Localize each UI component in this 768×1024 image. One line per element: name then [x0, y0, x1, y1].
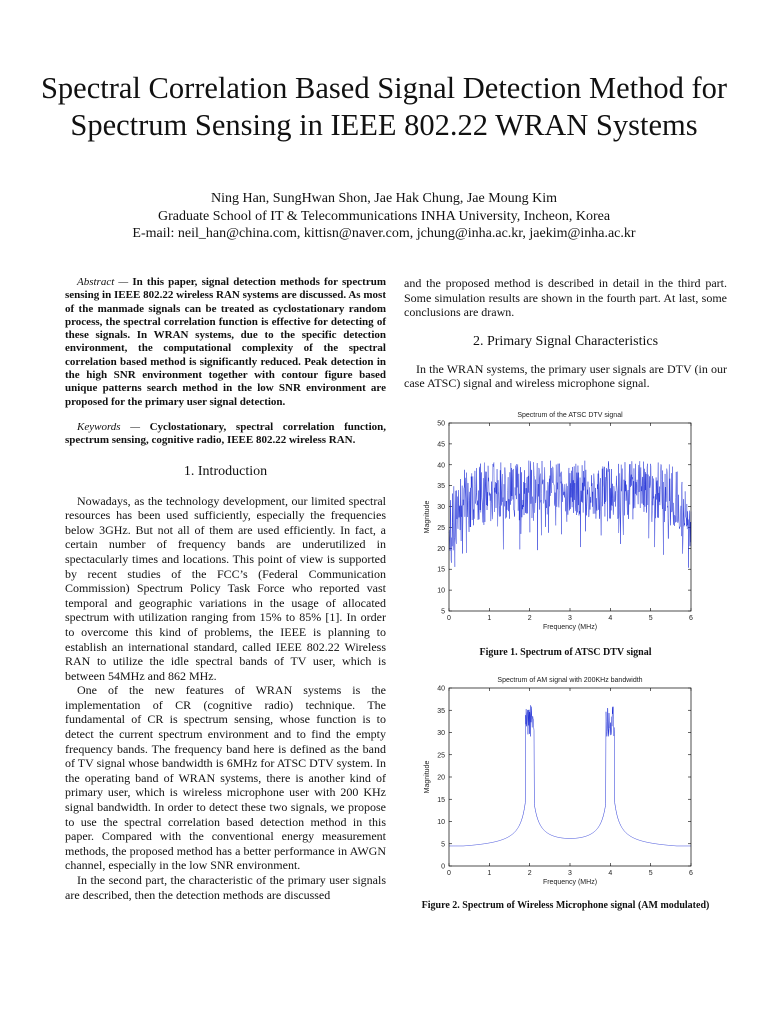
paper-title: Spectral Correlation Based Signal Detection Method for Spectrum Sensing in IEEE 802.22 WRAN Systems: [40, 71, 728, 142]
author-names: Ning Han, SungHwan Shon, Jae Hak Chung, Jae Moung Kim: [210, 191, 558, 206]
x-axis-label: Frequency (MHz): [542, 623, 598, 631]
y-tick-label: 25: [437, 524, 445, 532]
am-spectrum-series: [449, 705, 691, 846]
x-tick-label: 5: [648, 869, 653, 877]
y-axis-label: Magnitude: [424, 500, 431, 534]
x-tick-label: 6: [689, 614, 693, 622]
x-tick-label: 5: [648, 614, 653, 622]
y-tick-label: 0: [441, 863, 445, 871]
x-tick-label: 0: [447, 869, 451, 877]
intro-paragraph-3: In the second part, the characteristic of the primary user signals are described, then the detection methods are discussed: [65, 873, 386, 902]
continued-paragraph: and the proposed method is described in detail in the third part. Some simulation results are shown in the fourth part. At last, some conclusions are drawn.: [404, 276, 727, 320]
x-tick-label: 3: [568, 869, 572, 877]
affiliation: Graduate School of IT & Telecommunications INHA University, Incheon, Korea: [157, 208, 611, 224]
y-tick-label: 40: [437, 685, 445, 693]
y-tick-label: 10: [437, 818, 445, 826]
x-tick-label: 3: [568, 614, 572, 622]
atsc-spectrum-series: [449, 461, 691, 568]
chart-title: Spectrum of the ATSC DTV signal: [517, 411, 623, 419]
x-tick-label: 4: [608, 614, 613, 622]
x-tick-label: 0: [447, 614, 451, 622]
plot-frame: [449, 423, 691, 611]
y-axis-label: Magnitude: [424, 760, 431, 794]
intro-paragraph-1: Nowadays, as the technology development, our limited spectral resources has been used sufficiently, especially the frequencies below 3GHz. But not all of them are used efficiently. In fact, a certain number of frequency bands are underutilized in spectacularly times and locations. This point of view is supported by recent studies of the FCC’s (Federal Communication Commission) Spectrum Policy Task Force who reported vast temporal and geographic variations in the usage of allocated spectrum with utilization ranging from 15% to 85% [1]. In order to overcome this kind of problems, the IEEE is planning to establish an international standard, called IEEE 802.22 Wireless RAN to utilize the idle spectral bands of TV user, which is between 54MHz and 862 MHz.: [65, 493, 386, 683]
y-tick-label: 45: [437, 441, 445, 449]
y-tick-label: 35: [437, 483, 445, 491]
keywords: [65, 421, 386, 448]
y-tick-label: 20: [437, 545, 445, 553]
keywords-text: Cyclostationary, spectral correlation function, spectrum sensing, cognitive radio, IEEE 802.22 wireless RAN.: [65, 420, 387, 447]
x-tick-label: 4: [608, 869, 613, 877]
y-tick-label: 10: [437, 587, 445, 595]
y-tick-label: 20: [437, 774, 445, 782]
y-tick-label: 15: [437, 566, 445, 574]
right-column: [404, 276, 727, 911]
left-column: [65, 276, 386, 902]
abstract-label: Abstract —: [77, 276, 129, 288]
x-tick-label: 1: [487, 614, 492, 622]
x-axis-label: Frequency (MHz): [542, 878, 598, 886]
y-tick-label: 30: [437, 504, 445, 512]
email-line: E-mail: neil_han@china.com, kittisn@naver.com, jchung@inha.ac.kr, jaekim@inha.ac.kr: [132, 226, 636, 241]
intro-paragraph-2: One of the new features of WRAN systems is the implementation of CR (cognitive radio) technique. The fundamental of CR is spectrum sensing, whose function is to detect the current spectrum environment and to find the empty frequency bands. The frequency band here is defined as the band of TV signal whose bandwidth is 6MHz for ATSC DTV system. In the operating band of WRAN systems, there is another kind of primary user, which is wireless microphone user with 200 KHz signal bandwidth. In order to detect these two signals, we propose to use the spectral correlation based detection method in this paper. Compared with the conventional energy measurement methods, the proposed method has a better performance in AWGN channel, especially in the low SNR environment.: [65, 683, 386, 873]
section-1-heading: 1. Introduction: [183, 463, 268, 479]
y-tick-label: 25: [437, 752, 445, 760]
section-2-heading: 2. Primary Signal Characteristics: [472, 333, 659, 349]
x-tick-label: 2: [527, 614, 532, 622]
y-tick-label: 30: [437, 729, 445, 737]
y-tick-label: 5: [441, 841, 445, 849]
chart-title: Spectrum of AM signal with 200KHz bandwidth: [497, 676, 643, 684]
x-tick-label: 6: [689, 869, 693, 877]
y-tick-label: 5: [441, 608, 445, 616]
section-2-paragraph: In the WRAN systems, the primary user signals are DTV (in our case ATSC) signal and wireless microphone signal.: [404, 361, 727, 391]
y-tick-label: 40: [437, 462, 445, 470]
keywords-label: Keywords —: [77, 420, 140, 433]
author-block: [40, 190, 728, 243]
y-tick-label: 35: [437, 707, 445, 715]
figure-1: [404, 405, 727, 658]
figure-1-caption: Figure 1. Spectrum of ATSC DTV signal: [479, 646, 652, 658]
plot-frame: [449, 688, 691, 866]
chart-atsc-spectrum: [404, 405, 727, 645]
figure-2-caption: Figure 2. Spectrum of Wireless Microphone signal (AM modulated): [421, 899, 710, 911]
x-tick-label: 2: [527, 869, 532, 877]
y-tick-label: 50: [437, 420, 445, 428]
chart-am-spectrum: [404, 668, 727, 898]
abstract: [65, 276, 386, 409]
x-tick-label: 1: [487, 869, 492, 877]
y-tick-label: 15: [437, 796, 445, 804]
abstract-text: In this paper, signal detection methods for spectrum sensing in IEEE 802.22 wireless RAN systems are discussed. As most of the manmade signals can be treated as cyclostationary random process, the spectral correlation function is effective for detecting of these signals. In WRAN systems, due to the specific detection environment, the computational complexity of the spectral correlation based method is significantly reduced. Peak detection in the high SNR environment together with contour figure based unique patterns search method in the low SNR environment are proposed for the primary user signal detection.: [65, 276, 387, 408]
figure-2: [404, 668, 727, 911]
